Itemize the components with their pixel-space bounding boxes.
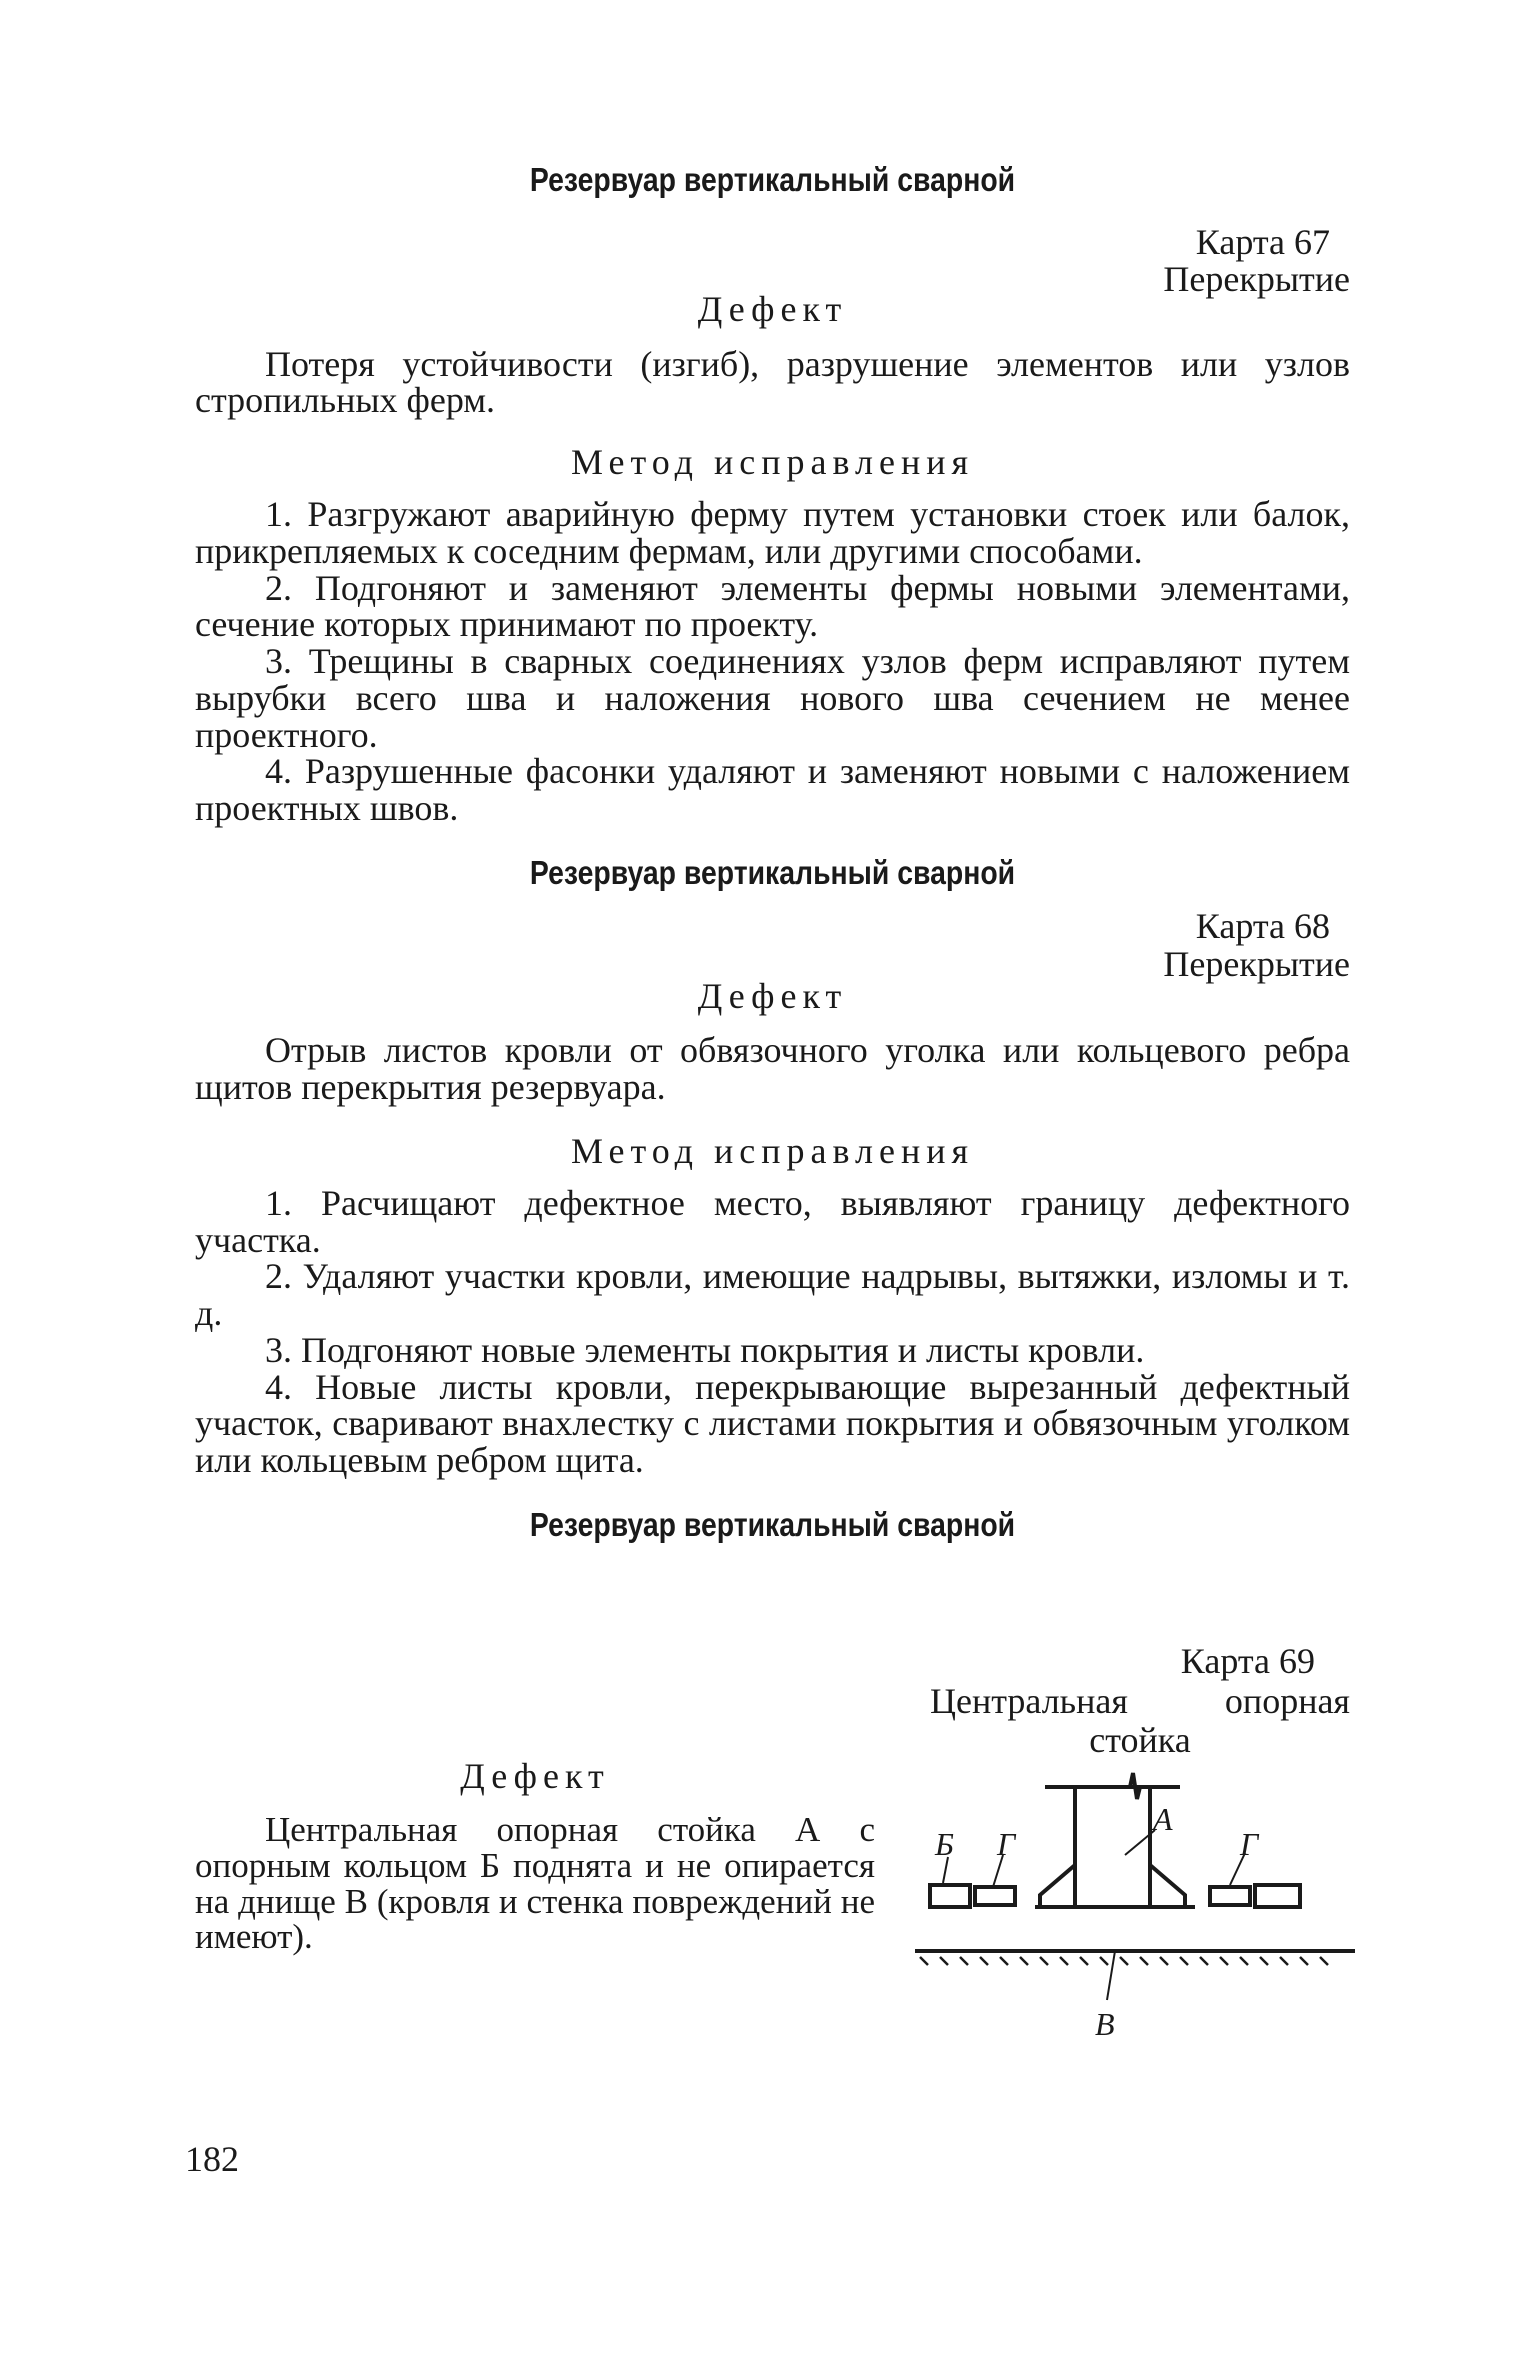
label-a: А [1153,1801,1173,1837]
label-g1: Г [997,1826,1016,1862]
card-67-section [195,160,1350,827]
page-number: 182 [185,2139,239,2179]
label-v: В [1095,2006,1115,2042]
label-g2: Г [1240,1826,1259,1862]
card-subject-line1: Центральная опорная [930,1680,1350,1721]
card-69-section [195,1505,1350,1545]
method-heading: Метод исправления [570,442,975,483]
method-steps [195,1185,1350,1479]
card-69-defect [195,1755,875,1955]
support-column-diagram [915,1765,1355,2065]
rib-right [1210,1887,1250,1905]
card-number: Карта 67 [1195,221,1330,262]
card-number: Карта 68 [1195,906,1330,947]
label-b: Б [935,1826,954,1862]
card-subject: Перекрытие [1163,259,1350,300]
method-steps [195,494,1350,829]
method-step: 3. Подгоняют новые элементы покрытия и листы кровли. [265,1329,1145,1370]
card-subject-line2: стойка [1089,1720,1191,1761]
card-68-section [195,853,1350,1479]
support-ring-right [1255,1885,1300,1907]
method-step: 4. Новые листы кровли, перекрывающие вырезанный дефектный участок, сваривают внахлестку с листами покрытия и обвязочным уголком или кольцевым ребром щита. [195,1366,1350,1481]
method-step: 3. Трещины в сварных соединениях узлов ферм исправляют путем вырубки всего шва и наложения нового шва сечением не менее проектного. [195,641,1350,755]
defect-heading: Дефект [697,289,848,330]
section-title: Резервуар вертикальный сварной [529,853,1016,891]
method-step: 1. Расчищают дефектное место, выявляют границу дефектного участка. [195,1183,1350,1260]
gusset-left [1040,1865,1075,1907]
card-header [195,221,1350,300]
rib-left [975,1887,1015,1905]
card-header [195,908,1350,983]
method-step: 2. Подгоняют и заменяют элементы фермы новыми элементами, сечение которых принимают по проекту. [195,567,1350,645]
leader-v [1107,1951,1115,2000]
method-step: 2. Удаляют участки кровли, имеющие надрывы, вытяжки, изломы и т. д. [195,1256,1350,1334]
ground-hatching [920,1957,1328,1965]
gusset-right [1150,1865,1185,1907]
card-69-header [930,1642,1350,1761]
defect-text: Центральная опорная стойка А с опорным кольцом Б поднята и не опирается на днище В (кровля и стенка повреждений не имеют). [195,1810,875,1957]
card-number: Карта 69 [1180,1641,1315,1681]
card-subject: Перекрытие [1163,943,1350,984]
method-step: 4. Разрушенные фасонки удаляют и заменяют новыми с наложением проектных швов. [195,751,1350,829]
page-content [195,160,1350,1544]
method-step: 1. Разгружают аварийную ферму путем установки стоек или балок, прикрепляемых к соседним фермам, или другими способами. [195,494,1350,571]
defect-text: Потеря устойчивости (изгиб), разрушение элементов или узлов стропильных ферм. [195,343,1350,421]
section-title: Резервуар вертикальный сварной [529,161,1016,198]
support-ring-left [930,1885,970,1907]
defect-heading: Дефект [697,976,848,1017]
section-title: Резервуар вертикальный сварной [529,1505,1016,1543]
defect-heading: Дефект [460,1756,610,1796]
defect-text: Отрыв листов кровли от обвязочного уголка или кольцевого ребра щитов перекрытия резервуара. [195,1030,1350,1108]
method-heading: Метод исправления [570,1130,975,1171]
